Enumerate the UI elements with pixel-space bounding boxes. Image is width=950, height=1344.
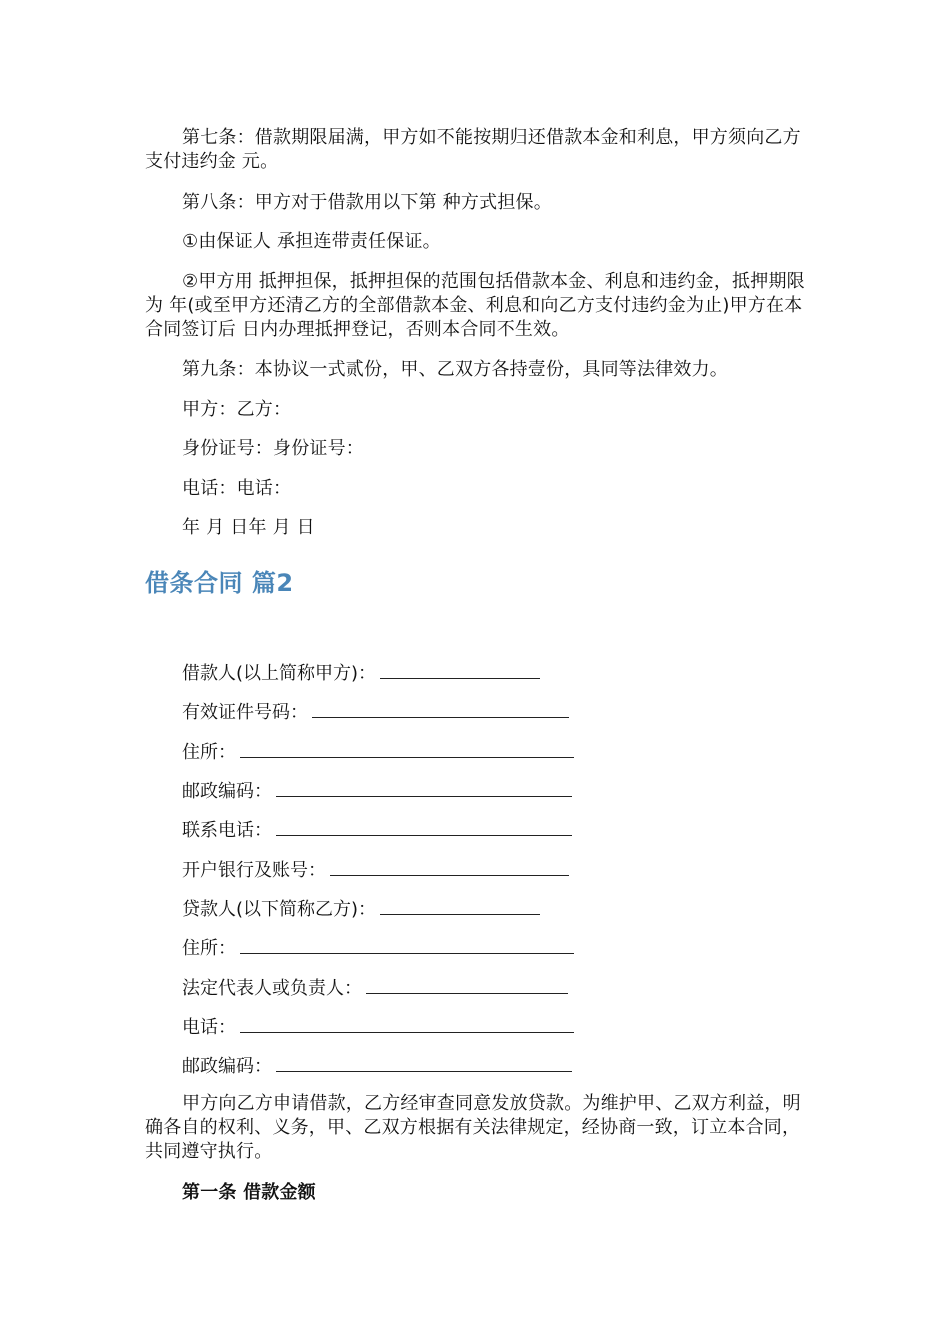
signature-id-line: 身份证号：身份证号：: [182, 438, 364, 459]
field-label: 联系电话：: [182, 820, 272, 841]
field-contact-phone: [182, 817, 572, 843]
article-8-option-1: ①由保证人 承担连带责任保证。: [182, 231, 441, 252]
field-legal-representative: [182, 975, 568, 1001]
field-postcode: [182, 778, 572, 804]
field-label: 开户银行及账号：: [182, 860, 326, 881]
blank-line: [276, 817, 572, 836]
signature-party-line: 甲方：乙方：: [182, 399, 292, 420]
section-heading: 借条合同 篇2: [145, 569, 294, 597]
field-label: 借款人(以上简称甲方)：: [182, 663, 377, 684]
field-address: [182, 739, 574, 765]
field-label: 邮政编码：: [182, 781, 272, 802]
field-label: 法定代表人或负责人：: [182, 978, 362, 999]
field-lender-postcode: [182, 1053, 572, 1079]
field-label: 贷款人(以下简称乙方)：: [182, 899, 377, 920]
blank-line: [366, 975, 568, 994]
field-lender: [182, 896, 540, 922]
blank-line: [312, 699, 569, 718]
article-7: 第七条：借款期限届满，甲方如不能按期归还借款本金和利息，甲方须向乙方支付违约金 元。: [145, 127, 801, 172]
field-lender-phone: [182, 1014, 574, 1040]
field-id-number: [182, 699, 569, 725]
field-label: 有效证件号码：: [182, 702, 308, 723]
article-8-option-2: ②甲方用 抵押担保，抵押担保的范围包括借款本金、利息和违约金，抵押期限为 年(或至甲方还清乙方的全部借款本金、利息和向乙方支付违约金为止)甲方在本合同签订后 日内办理抵押登记，否则本合同不生效。: [145, 271, 805, 340]
contract-intro: 甲方向乙方申请借款，乙方经审查同意发放贷款。为维护甲、乙双方利益，明确各自的权利、义务，甲、乙双方根据有关法律规定，经协商一致，订立本合同，共同遵守执行。: [145, 1093, 801, 1162]
blank-line: [276, 1053, 572, 1072]
field-label: 邮政编码：: [182, 1056, 272, 1077]
article-1-title: 第一条 借款金额: [182, 1182, 316, 1203]
blank-line: [276, 778, 572, 797]
signature-phone-line: 电话：电话：: [182, 478, 292, 499]
field-borrower: [182, 660, 540, 686]
blank-line: [330, 857, 569, 876]
field-lender-address: [182, 935, 574, 961]
field-label: 住所：: [182, 938, 236, 959]
article-8: 第八条：甲方对于借款用以下第 种方式担保。: [182, 192, 552, 213]
field-label: 住所：: [182, 742, 236, 763]
field-bank-account: [182, 857, 569, 883]
blank-line: [240, 739, 574, 758]
field-label: 电话：: [182, 1017, 236, 1038]
blank-line: [380, 660, 540, 679]
blank-line: [380, 896, 540, 915]
article-9: 第九条：本协议一式贰份，甲、乙双方各持壹份，具同等法律效力。: [182, 359, 728, 380]
blank-line: [240, 1014, 574, 1033]
blank-line: [240, 935, 574, 954]
signature-date-line: 年 月 日年 月 日: [182, 517, 315, 538]
